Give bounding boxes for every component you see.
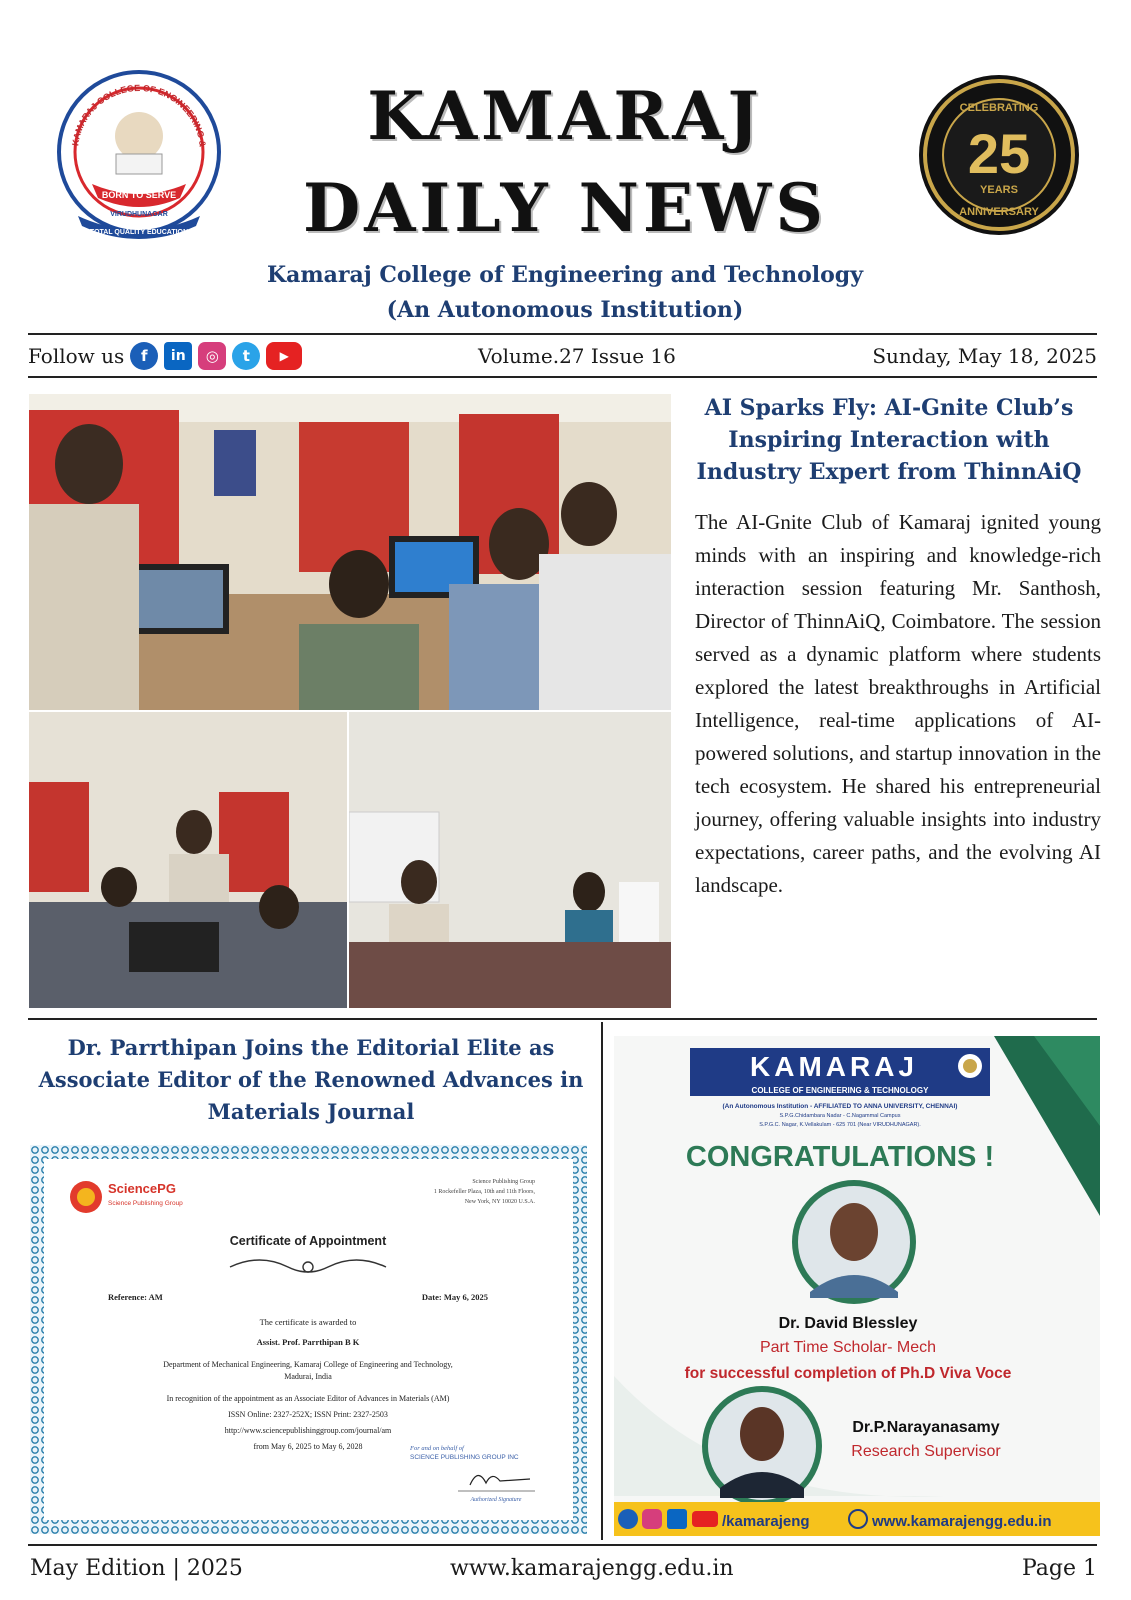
cert-department: Department of Mechanical Engineering, Kamaraj College of Engineering and Technology, bbox=[163, 1360, 453, 1369]
issue-date: Sunday, May 18, 2025 bbox=[872, 344, 1097, 368]
poster-supervisor-name: Dr.P.Narayanasamy bbox=[852, 1419, 1000, 1436]
bottom-rule bbox=[28, 1544, 1097, 1546]
top-rule bbox=[28, 333, 1097, 335]
footer-website[interactable]: www.kamarajengg.edu.in bbox=[450, 1556, 734, 1581]
badge-bottom-text: ANNIVERSARY bbox=[959, 206, 1039, 218]
badge-top-text: CELEBRATING bbox=[959, 102, 1039, 114]
cert-date: Date: May 6, 2025 bbox=[421, 1292, 488, 1302]
info-rule bbox=[28, 376, 1097, 378]
edition-label: May Edition | 2025 bbox=[30, 1556, 243, 1581]
badge-number: 25 bbox=[967, 122, 1031, 185]
cert-recipient: Assist. Prof. Parrthipan B K bbox=[256, 1337, 360, 1347]
poster-website[interactable]: www.kamarajengg.edu.in bbox=[872, 1513, 1052, 1530]
logo-arc-text: KAMARAJ COLLEGE OF ENGINEERING & bbox=[70, 82, 208, 148]
poster-social-handle: /kamarajeng bbox=[722, 1513, 810, 1530]
column-divider bbox=[601, 1022, 603, 1540]
cert-issn: ISSN Online: 2327-252X; ISSN Print: 2327-2503 bbox=[228, 1410, 388, 1419]
instagram-icon[interactable]: ◎ bbox=[198, 342, 226, 370]
poster-affiliation: (An Autonomous Institution - AFFILIATED TO ANNA UNIVERSITY, CHENNAI) bbox=[722, 1103, 958, 1110]
facebook-icon[interactable]: f bbox=[130, 342, 158, 370]
cert-behalf: For and on behalf of bbox=[410, 1445, 464, 1452]
badge-years: YEARS bbox=[980, 184, 1018, 196]
cert-signatory: Authorized Signature bbox=[470, 1497, 522, 1503]
cert-place: Madurai, India bbox=[284, 1372, 332, 1381]
college-logo bbox=[48, 66, 230, 244]
follow-us bbox=[28, 342, 302, 370]
youtube-icon[interactable]: ▶ bbox=[266, 342, 302, 370]
logo-place: VIRUDHUNAGAR bbox=[110, 211, 168, 218]
cert-behalf-org: SCIENCE PUBLISHING GROUP INC bbox=[410, 1454, 519, 1461]
congratulations-poster bbox=[614, 1036, 1100, 1536]
follow-label: Follow us bbox=[28, 344, 125, 368]
session-photo-main bbox=[29, 394, 671, 710]
poster-person-name: Dr. David Blessley bbox=[778, 1315, 918, 1332]
cert-period: from May 6, 2025 to May 6, 2028 bbox=[253, 1442, 363, 1451]
cert-address-line: New York, NY 10020 U.S.A. bbox=[464, 1199, 535, 1205]
cert-title: Certificate of Appointment bbox=[229, 1234, 387, 1248]
logo-motto: TOTAL QUALITY EDUCATION bbox=[89, 229, 189, 236]
cert-address-line: 1 Rockefeller Plaza, 10th and 11th Floors, bbox=[433, 1189, 535, 1195]
college-subtitle: (An Autonomous Institution) bbox=[386, 297, 744, 323]
title-line-1: KAMARAJ bbox=[367, 77, 763, 155]
article-headline: AI Sparks Fly: AI-Gnite Club’s Inspiring Interaction with Industry Expert from ThinnAiQ bbox=[696, 395, 1082, 485]
mid-rule bbox=[28, 1018, 1097, 1020]
cert-brand-sub: Science Publishing Group bbox=[108, 1200, 183, 1207]
logo-banner: BORN TO SERVE bbox=[101, 190, 177, 200]
title-line-2: DAILY NEWS bbox=[302, 169, 827, 247]
cert-brand: SciencePG bbox=[108, 1181, 176, 1196]
session-photo-right bbox=[349, 712, 671, 1008]
poster-address: S.P.G.C. Nagar, K.Vellakulam - 625 701 (Near VIRUDHUNAGAR). bbox=[759, 1122, 921, 1128]
poster-campus: S.P.G.Chidambara Nadar - C.Nagammal Campus bbox=[779, 1113, 901, 1119]
article-body: The AI-Gnite Club of Kamaraj ignited young minds with an inspiring and knowledge-rich interaction session featuring Mr. Santhosh, Director of ThinnAiQ, Coimbatore. The session served as a dynamic platform where students explored the latest breakthroughs in Artificial Intelligence, real-time applications of AI-powered solutions, and startup innovation in the tech ecosystem. He shared his entrepreneurial journey, offering valuable insights into industry expectations, career paths, and the evolving AI landscape. bbox=[695, 510, 1101, 897]
twitter-icon[interactable]: t bbox=[232, 342, 260, 370]
info-bar bbox=[28, 338, 1097, 374]
poster-brand: KAMARAJ bbox=[750, 1051, 918, 1082]
page-number: Page 1 bbox=[1021, 1556, 1097, 1581]
linkedin-icon[interactable]: in bbox=[164, 342, 192, 370]
college-name: Kamaraj College of Engineering and Technology bbox=[267, 262, 863, 288]
cert-reference: Reference: AM bbox=[108, 1292, 163, 1302]
college-name-block bbox=[230, 258, 900, 328]
article2-headline: Dr. Parrthipan Joins the Editorial Elite as Associate Editor of the Renowned Advances in Materials Journal bbox=[38, 1035, 584, 1124]
poster-brand-sub: COLLEGE OF ENGINEERING & TECHNOLOGY bbox=[751, 1086, 929, 1095]
issue-volume: Volume.27 Issue 16 bbox=[478, 344, 676, 368]
poster-heading: CONGRATULATIONS ! bbox=[685, 1141, 995, 1173]
cert-awarded: The certificate is awarded to bbox=[259, 1317, 357, 1327]
poster-supervisor-role: Research Supervisor bbox=[851, 1443, 1001, 1460]
page-footer bbox=[30, 1556, 1097, 1588]
poster-achievement: for successful completion of Ph.D Viva Voce bbox=[684, 1365, 1012, 1382]
cert-recognition: In recognition of the appointment as an Associate Editor of Advances in Materials (AM) bbox=[166, 1394, 450, 1403]
session-photo-left bbox=[29, 712, 347, 1008]
cert-address-line: Science Publishing Group bbox=[472, 1179, 535, 1185]
cert-url: http://www.sciencepublishinggroup.com/journal/am bbox=[224, 1426, 392, 1435]
poster-person-role: Part Time Scholar- Mech bbox=[759, 1339, 937, 1356]
newspaper-title bbox=[260, 70, 870, 254]
appointment-certificate bbox=[30, 1145, 587, 1534]
anniversary-badge bbox=[917, 73, 1082, 238]
